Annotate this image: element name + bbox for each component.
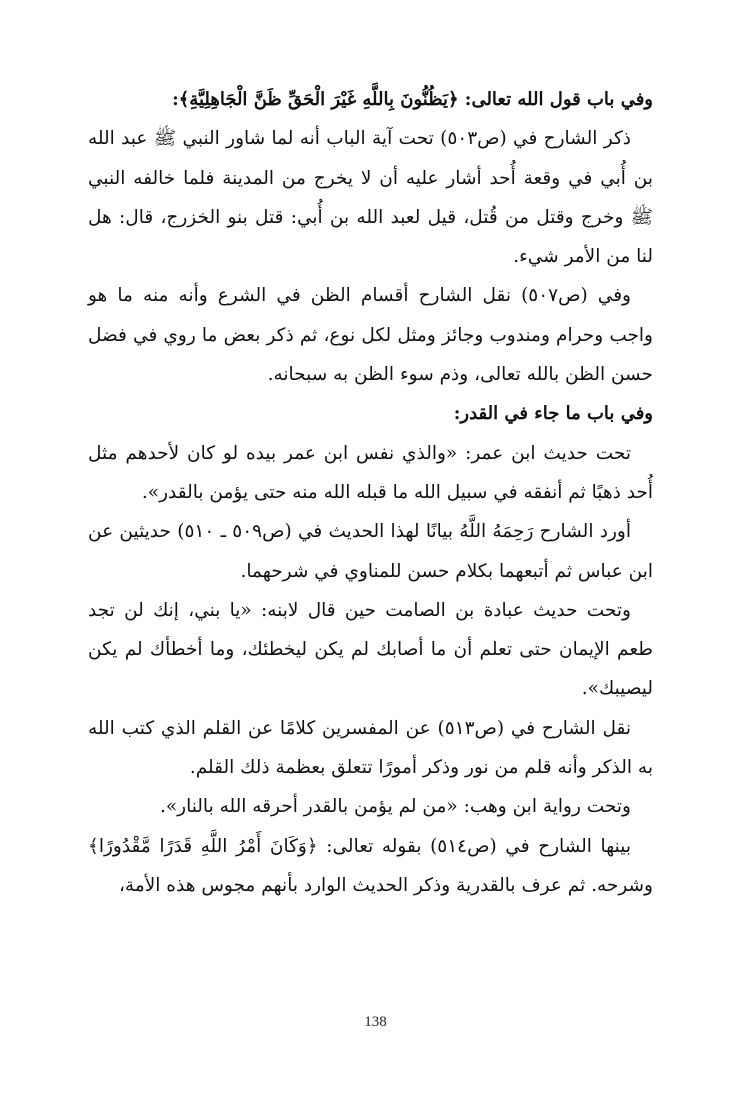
section-heading-qadar: وفي باب ما جاء في القدر: bbox=[453, 403, 653, 425]
paragraph-uhud: ذكر الشارح في (ص٥٠٣) تحت آية الباب أنه لما شاور النبي ﷺ عبد الله بن أُبي في وقعة أُحد أشار عليه أن لا يخرج من المدينة فلما خالفه النبي ﷺ وخرج وقتل من قُتل، قيل لعبد الله بن أُبي: قتل بنو الخزرج، قال: هل لنا من الأمر شيء. bbox=[88, 128, 653, 268]
paragraph-qalam: نقل الشارح في (ص٥١٣) عن المفسرين كلامًا عن القلم الذي كتب الله به الذكر وأنه قلم من نور وذكر أمورًا تتعلق بعظمة ذلك القلم. bbox=[88, 717, 653, 779]
page-number: 138 bbox=[364, 1014, 387, 1030]
paragraph-qadariyya: بينها الشارح في (ص٥١٤) بقوله تعالى: ﴿وَكَانَ أَمْرُ اللَّهِ قَدَرًا مَّقْدُورًا﴾ وشرحه. ثم عرف بالقدرية وذكر الحديث الوارد بأنهم مجوس هذه الأمة، bbox=[88, 835, 653, 896]
page-text bbox=[88, 80, 653, 905]
paragraph-ibn-abbas: أورد الشارح رَحِمَهُ اللَّهُ بيانًا لهذا الحديث في (ص٥٠٩ ـ ٥١٠) حديثين عن ابن عباس ثم أتبعهما بكلام حسن للمناوي في شرحهما. bbox=[88, 521, 653, 582]
paragraph-ibn-umar: تحت حديث ابن عمر: «والذي نفس ابن عمر بيده لو كان لأحدهم مثل أُحد ذهبًا ثم أنفقه في سبيل الله ما قبله الله منه حتى يؤمن بالقدر». bbox=[88, 442, 653, 503]
paragraph-ubada: وتحت حديث عبادة بن الصامت حين قال لابنه: «يا بني، إنك لن تجد طعم الإيمان حتى تعلم أن ما أصابك لم يكن ليخطئك، وما أخطأك لم يكن ليصيبك». bbox=[88, 599, 653, 700]
paragraph-zann-types: وفي (ص٥٠٧) نقل الشارح أقسام الظن في الشرع وأنه منه ما هو واجب وحرام ومندوب وجائز ومثل لكل نوع، ثم ذكر بعض ما روي في فضل حسن الظن بالله تعالى، وذم سوء الظن به سبحانه. bbox=[88, 285, 653, 386]
section-heading-zann: وفي باب قول الله تعالى: ﴿يَظُنُّونَ بِاللَّهِ غَيْرَ الْحَقِّ ظَنَّ الْجَاهِلِيَّةِ﴾: bbox=[172, 89, 653, 110]
paragraph-ibn-wahb: وتحت رواية ابن وهب: «من لم يؤمن بالقدر أحرقه الله بالنار». bbox=[159, 796, 631, 818]
